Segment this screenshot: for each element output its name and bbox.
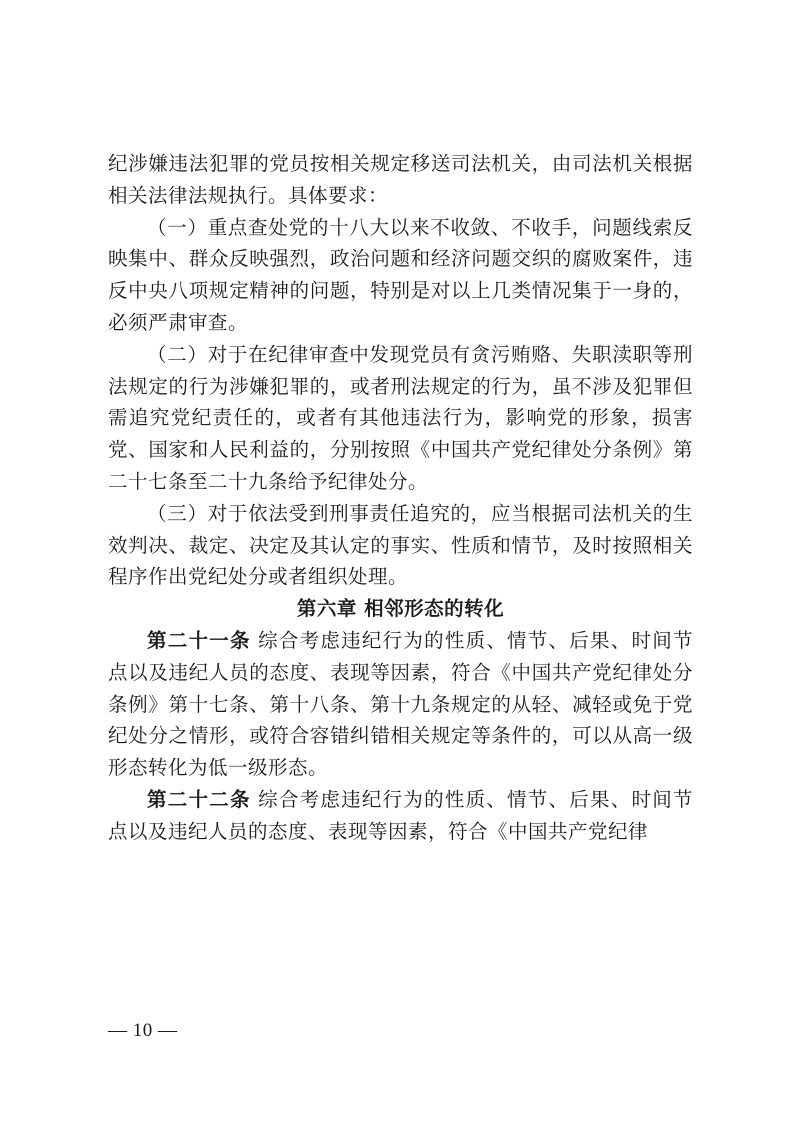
article-title: 第二十一条 <box>147 628 251 652</box>
page-number: — 10 — <box>108 1020 178 1041</box>
article-title: 第二十二条 <box>147 787 251 811</box>
paragraph-item-2: （二）对于在纪律审查中发现党员有贪污贿赂、失职渎职等刑法规定的行为涉嫌犯罪的，或者刑法规定的行为，虽不涉及犯罪但需追究党纪责任的，或者有其他违法行为，影响党的形象，损害党、国家和人民利益的，分别按照《中国共产党纪律处分条例》第二十七条至二十九条给予纪律处分。 <box>108 342 693 493</box>
article-22 <box>108 784 693 848</box>
article-21 <box>108 625 693 784</box>
document-body <box>108 148 693 848</box>
paragraph-continuation: 纪涉嫌违法犯罪的党员按相关规定移送司法机关，由司法机关根据相关法律法规执行。具体要求： <box>108 152 693 207</box>
article-body: 综合考虑违纪行为的性质、情节、后果、时间节点以及违纪人员的态度、表现等因素，符合《中国共产党纪律处分条例》第十七条、第十八条、第十九条规定的从轻、减轻或免于党纪处分之情形，或符合容错纠错相关规定等条件的，可以从高一级形态转化为低一级形态。 <box>108 628 693 780</box>
article-body: 综合考虑违纪行为的性质、情节、后果、时间节点以及违纪人员的态度、表现等因素，符合《中国共产党纪律 <box>108 787 693 843</box>
paragraph-item-3: （三）对于依法受到刑事责任追究的，应当根据司法机关的生效判决、裁定、决定及其认定的事实、性质和情节，及时按照相关程序作出党纪处分或者组织处理。 <box>108 501 693 589</box>
paragraph-item-1: （一）重点查处党的十八大以来不收敛、不收手，问题线索反映集中、群众反映强烈，政治问题和经济问题交织的腐败案件，违反中央八项规定精神的问题，特别是对以上几类情况集于一身的，必须严肃审查。 <box>108 215 693 334</box>
chapter-heading: 第六章 相邻形态的转化 <box>296 597 505 621</box>
